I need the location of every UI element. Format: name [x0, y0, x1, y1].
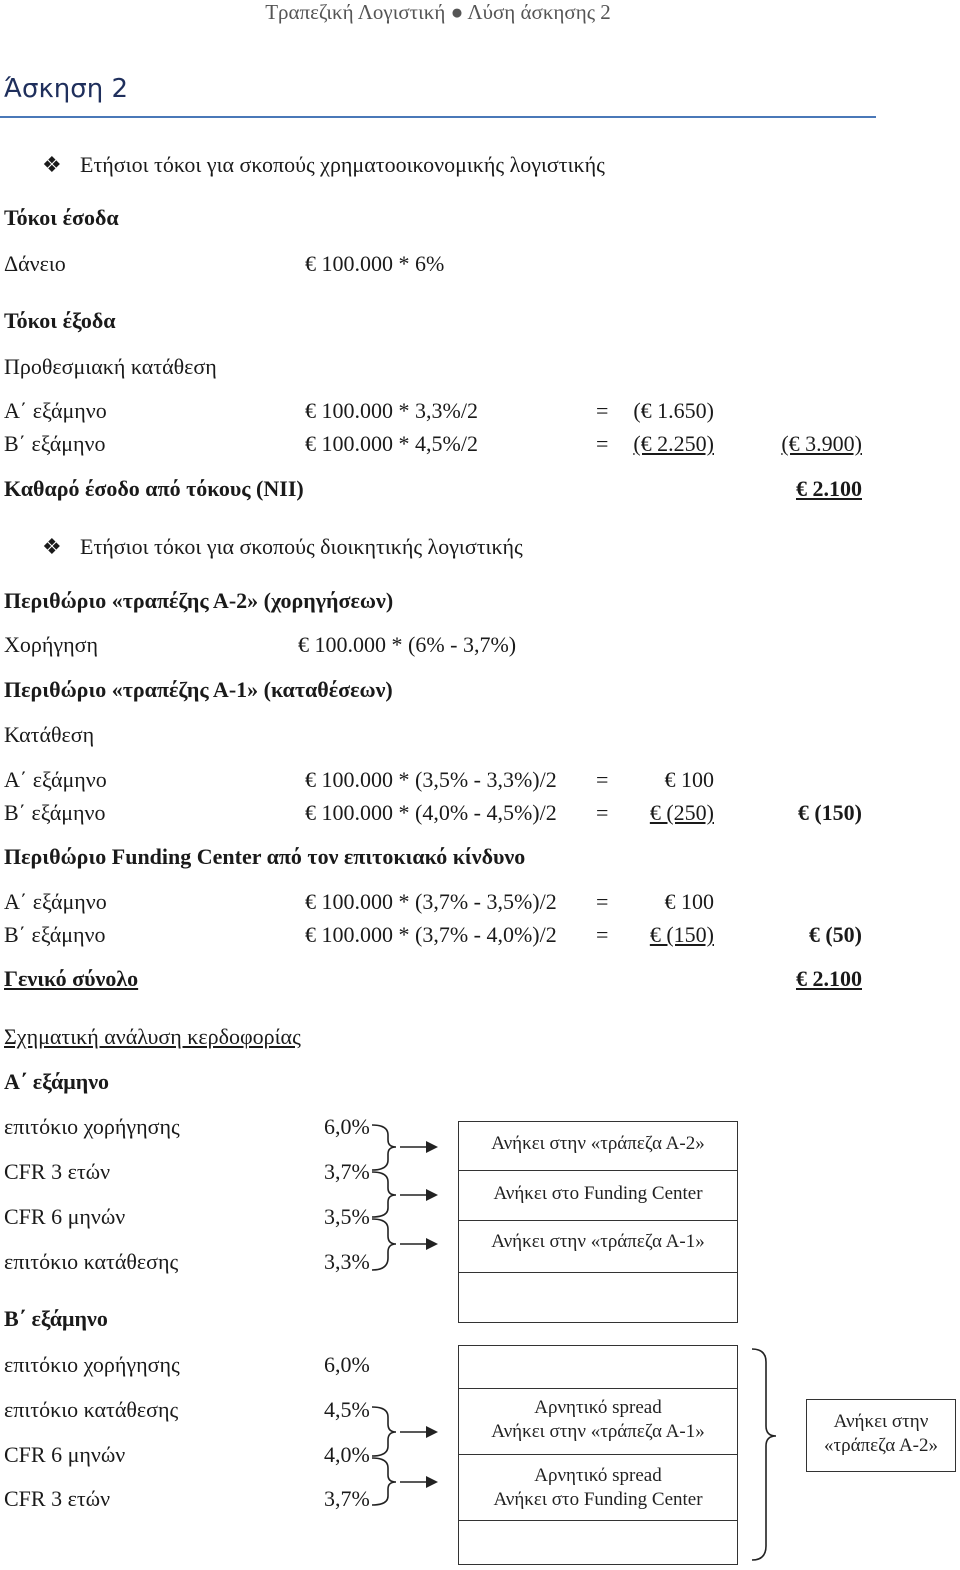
row-value: € (150): [649, 922, 714, 947]
a2-title: Περιθώριο «τραπέζης Α-2» (χορηγήσεων): [4, 588, 394, 613]
row-calc: € 100.000 * (4,0% - 4,5%)/2: [305, 800, 557, 825]
row-calc: € 100.000 * (3,7% - 4,0%)/2: [305, 922, 557, 947]
rate-value: 4,0%: [324, 1442, 370, 1467]
row-label: Α΄ εξάμηνο: [4, 767, 107, 792]
expense-title: Τόκοι έξοδα: [4, 308, 116, 333]
row-label: Α΄ εξάμηνο: [4, 889, 107, 914]
deposit-label: Προθεσμιακή κατάθεση: [4, 354, 217, 379]
exercise-title: Άσκηση 2: [4, 74, 129, 104]
section1-heading: Ετήσιοι τόκοι για σκοπούς χρηματοοικονομικής λογιστικής: [80, 152, 605, 177]
row-label: Β΄ εξάμηνο: [4, 922, 106, 947]
rate-label: επιτόκιο κατάθεσης: [4, 1249, 179, 1274]
row-eq: =: [596, 889, 609, 914]
grant-label: Χορήγηση: [4, 632, 98, 657]
row-value: € 100: [664, 889, 714, 914]
row-calc: € 100.000 * 3,3%/2: [305, 398, 478, 423]
grand-total-label: Γενικό σύνολο: [4, 966, 139, 991]
semB-box1-line1: Αρνητικό spread: [534, 1397, 662, 1418]
rate-label: επιτόκιο χορήγησης: [4, 1114, 180, 1139]
deposit2-label: Κατάθεση: [4, 722, 95, 747]
nii-value: € 2.100: [796, 476, 862, 501]
row-eq: =: [596, 431, 609, 456]
rate-value: 3,3%: [324, 1249, 370, 1274]
rate-label: CFR 3 ετών: [4, 1486, 111, 1511]
side-box-line1: Ανήκει στην: [833, 1411, 929, 1432]
analysis-title: Σχηματική ανάλυση κερδοφορίας: [4, 1024, 301, 1049]
semB-box1-line2: Ανήκει στην «τράπεζα Α-1»: [491, 1421, 705, 1442]
semA-box-label: Ανήκει στην «τράπεζα Α-1»: [491, 1231, 705, 1252]
loan-calc: € 100.000 * 6%: [305, 251, 445, 276]
row-value: € 100: [664, 767, 714, 792]
rate-value: 6,0%: [324, 1352, 370, 1377]
rate-label: επιτόκιο χορήγησης: [4, 1352, 180, 1377]
side-box-line2: «τράπεζα Α-2»: [823, 1435, 939, 1456]
rate-value: 3,7%: [324, 1486, 370, 1511]
diamond-bullet-icon: ❖: [42, 534, 62, 559]
semA-box-label: Ανήκει στην «τράπεζα Α-2»: [491, 1133, 705, 1154]
semB-box2-line2: Ανήκει στο Funding Center: [493, 1489, 703, 1510]
row-eq: =: [596, 398, 609, 423]
income-title: Τόκοι έσοδα: [4, 205, 119, 230]
rate-label: CFR 3 ετών: [4, 1159, 111, 1184]
row-eq: =: [596, 922, 609, 947]
semA-box-label: Ανήκει στο Funding Center: [493, 1183, 703, 1204]
row-total: € (50): [808, 922, 862, 947]
a1-title: Περιθώριο «τραπέζης Α-1» (καταθέσεων): [4, 677, 393, 702]
row-value: € (250): [649, 800, 714, 825]
rate-label: επιτόκιο κατάθεσης: [4, 1397, 179, 1422]
rate-value: 3,5%: [324, 1204, 370, 1229]
row-total: € (150): [797, 800, 862, 825]
grant-calc: € 100.000 * (6% - 3,7%): [298, 632, 517, 657]
rate-value: 3,7%: [324, 1159, 370, 1184]
row-calc: € 100.000 * (3,7% - 3,5%)/2: [305, 889, 557, 914]
loan-label: Δάνειο: [4, 251, 66, 276]
row-label: Β΄ εξάμηνο: [4, 800, 106, 825]
fc-title: Περιθώριο Funding Center από τον επιτοκιακό κίνδυνο: [4, 844, 526, 869]
semA-title: Α΄ εξάμηνο: [4, 1069, 110, 1094]
rate-label: CFR 6 μηνών: [4, 1204, 126, 1229]
rate-value: 6,0%: [324, 1114, 370, 1139]
rate-value: 4,5%: [324, 1397, 370, 1422]
page-header: Τραπεζική Λογιστική ● Λύση άσκησης 2: [265, 0, 611, 24]
row-value: (€ 1.650): [633, 398, 714, 423]
nii-label: Καθαρό έσοδο από τόκους (NII): [4, 476, 304, 501]
row-eq: =: [596, 767, 609, 792]
row-total: (€ 3.900): [781, 431, 862, 456]
row-label: Α΄ εξάμηνο: [4, 398, 107, 423]
semB-title: Β΄ εξάμηνο: [4, 1306, 108, 1331]
row-calc: € 100.000 * 4,5%/2: [305, 431, 478, 456]
row-label: Β΄ εξάμηνο: [4, 431, 106, 456]
row-calc: € 100.000 * (3,5% - 3,3%)/2: [305, 767, 557, 792]
semB-box2-line1: Αρνητικό spread: [534, 1465, 662, 1486]
diamond-bullet-icon: ❖: [42, 152, 62, 177]
rate-label: CFR 6 μηνών: [4, 1442, 126, 1467]
row-eq: =: [596, 800, 609, 825]
section2-heading: Ετήσιοι τόκοι για σκοπούς διοικητικής λογιστικής: [80, 534, 523, 559]
row-value: (€ 2.250): [633, 431, 714, 456]
grand-total-value: € 2.100: [796, 966, 862, 991]
